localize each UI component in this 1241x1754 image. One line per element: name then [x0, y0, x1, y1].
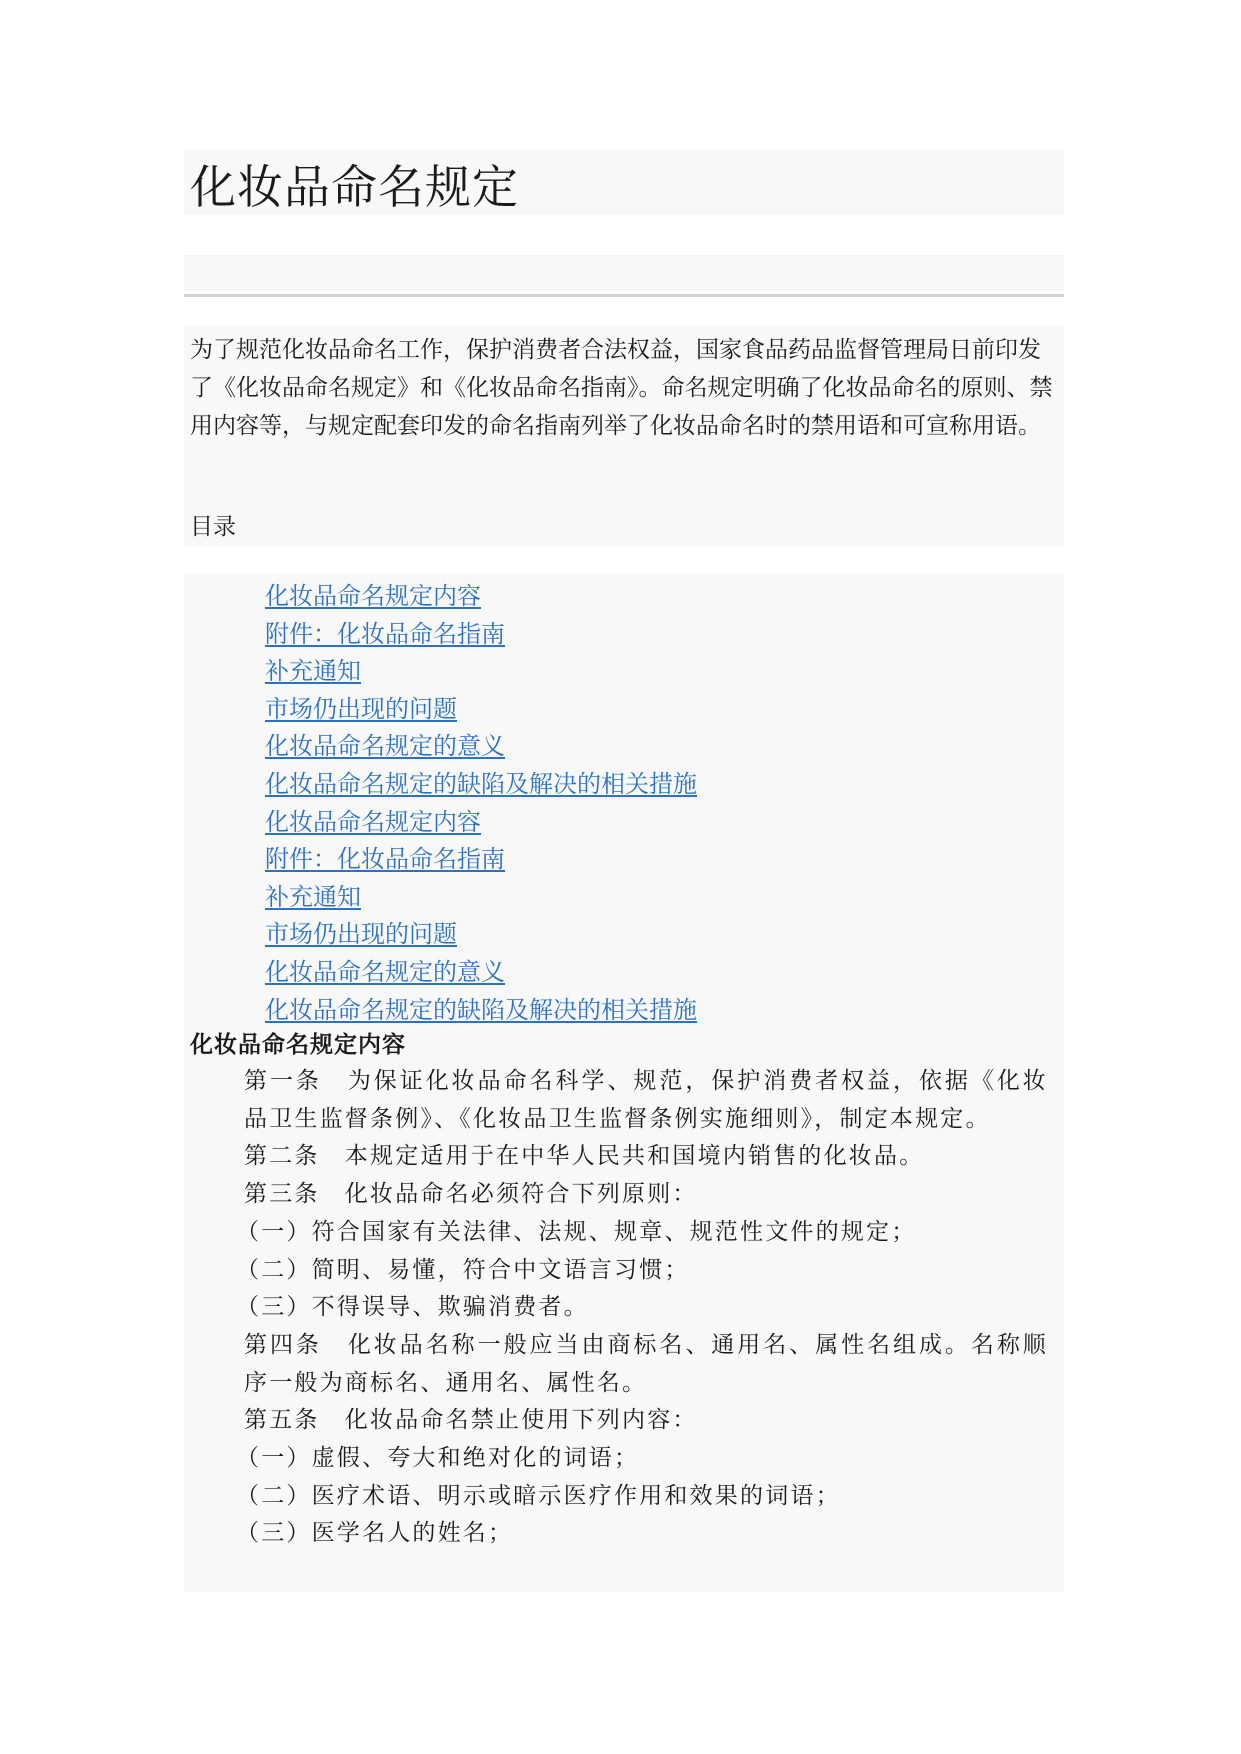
toc-link[interactable]: 市场仍出现的问题: [265, 694, 457, 723]
intro-box: [184, 326, 1064, 546]
intro-paragraph: 为了规范化妆品命名工作，保护消费者合法权益，国家食品药品监督管理局日前印发了《化妆品命名规定》和《化妆品命名指南》。命名规定明确了化妆品命名的原则、禁用内容等，与规定配套印发的命名指南列举了化妆品命名时的禁用语和可宣称用语。: [190, 337, 1053, 439]
article-list: [184, 1060, 1064, 1553]
section-content: [184, 1024, 1064, 1592]
toc-link[interactable]: 附件：化妆品命名指南: [265, 845, 505, 874]
toc-link[interactable]: 化妆品命名规定内容: [265, 582, 481, 610]
page-title: 化妆品命名规定: [190, 160, 519, 214]
article-paragraph: 第二条 本规定适用于在中华人民共和国境内销售的化妆品。: [244, 1143, 925, 1170]
article-clause: （三）医学名人的姓名；: [236, 1520, 514, 1547]
article-clause: （一）符合国家有关法律、法规、规章、规范性文件的规定；: [236, 1218, 917, 1245]
article-clause: （二）医疗术语、明示或暗示医疗作用和效果的词语；: [236, 1482, 841, 1509]
toc-link[interactable]: 补充通知: [265, 657, 361, 686]
toc-link[interactable]: 附件：化妆品命名指南: [265, 619, 505, 648]
article-paragraph: 第三条 化妆品命名必须符合下列原则：: [244, 1181, 698, 1208]
toc-link[interactable]: 化妆品命名规定的缺陷及解决的相关措施: [265, 995, 697, 1024]
section-heading: 化妆品命名规定内容: [190, 1031, 406, 1058]
toc-link[interactable]: 补充通知: [265, 882, 361, 911]
article-paragraph: 第一条 为保证化妆品命名科学、规范，保护消费者权益，依据《化妆品卫生监督条例》、《化妆品卫生监督条例实施细则》，制定本规定。: [244, 1068, 1048, 1132]
toc-link[interactable]: 化妆品命名规定的意义: [265, 732, 505, 761]
toc-link[interactable]: 市场仍出现的问题: [265, 920, 457, 949]
article-paragraph: 第五条 化妆品命名禁止使用下列内容：: [244, 1407, 698, 1434]
article-clause: （二）简明、易懂，符合中文语言习惯；: [236, 1256, 690, 1283]
article-paragraph: 第四条 化妆品名称一般应当由商标名、通用名、属性名组成。名称顺序一般为商标名、通用名、属性名。: [244, 1331, 1048, 1396]
article-clause: （一）虚假、夸大和绝对化的词语；: [236, 1445, 640, 1472]
table-of-contents: [184, 574, 1064, 1024]
toc-link[interactable]: 化妆品命名规定的缺陷及解决的相关措施: [265, 769, 697, 798]
divider: [184, 294, 1064, 297]
toc-link[interactable]: 化妆品命名规定的意义: [265, 957, 505, 986]
toc-label: 目录: [190, 514, 236, 540]
toc-link[interactable]: 化妆品命名规定内容: [265, 807, 481, 836]
title-box: [184, 150, 1064, 215]
subtitle-box: [184, 255, 1064, 291]
article-clause: （三）不得误导、欺骗消费者。: [236, 1294, 589, 1321]
